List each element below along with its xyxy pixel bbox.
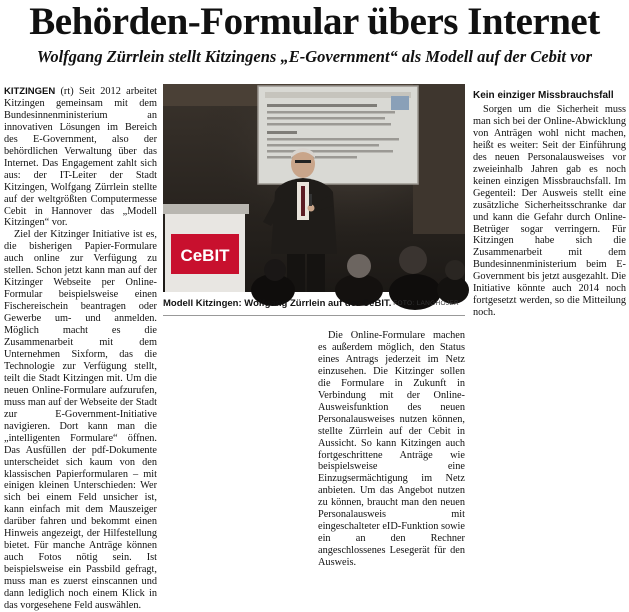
photo-credit: FOTO: LANGHOJER	[393, 300, 459, 307]
article-photo	[163, 84, 465, 292]
caption-text: Modell Kitzingen: Wolfgang Zürrlein auf der CeBIT.	[163, 298, 392, 309]
dateline: KITZINGEN	[4, 86, 56, 97]
paragraph-2: Ziel der Kitzinger Initiative ist es, die bisherigen Papier-Formulare auch online zur Verfügung zu stellen. Schon jetzt kann man auf der Kitzinger Webseite per Online-Formular beispielsweise einen Fischereischein beantragen oder Gewerbe um- und anmelden. Möglich macht es die Zusammenarbeit mit dem Unternehmen Sixform, das die Technologie zur Verfügung stellt, teilt die Stadt Kitzingen mit. Um die neuen Online-Formulare aufzurufen, muss man auf der Webseite der Stadt zur E-Government-Initiative navigieren. Dort kann man die „intelligenten Formulare“ öffnen. Das Ausfüllen der pdf-Dokumente unterscheidet sich kaum von den klassischen Papierformularen – mit einigen kleinen Unterschieden: Wer sich bei einem Feld unsicher ist, kann einfach mit dem Mauszeiger darüber fahren und bekommt einen Hinweis angezeigt, der Hilfestellung bietet. Für manche Anträge können auch Fotos nötig sein. Ist beispielsweise ein Passbild gefragt, muss man es zuerst einscannen und dann lediglich noch einem Klick in das vorgesehene Feld auswählen.	[4, 229, 157, 611]
headline: Behörden-Formular übers Internet	[29, 0, 600, 43]
booth-logo-text: CeBIT	[180, 246, 230, 265]
article-column-3	[318, 330, 465, 569]
lead-paragraph	[4, 86, 157, 229]
projection-screen	[258, 86, 418, 184]
photo-illustration	[163, 84, 465, 292]
paragraph-1: Seit 2012 arbeitet Kitzingen gemeinsam mit dem Bundesinnenministerium an innovativen Lösungen im Bereich des E-Government, also der behördlichen Verwaltung über das Internet. Das Engagement zahlt sich aus: der IT-Leiter der Stadt Kitzingen, Wolfgang Zürrlein stellte auf der weltgrößten Computermesse Cebit in Hannover das „Modell Kitzingen“ vor.	[4, 86, 158, 229]
paragraph-3: Die Online-Formulare machen es außerdem möglich, den Status eines Antrags jederzeit im Netz einzusehen. Die Kitzinger sollen die Formulare in Zukunft in Verbindung mit der Online-Ausweisfunktion des neuen Personalausweises nutzen können, stellte Zürrlein auf der Cebit in Aussicht. So kann Kitzingen auch fortgeschrittene Anträge wie beispielsweise eine Einzugsermächtigung im Netz anbieten. Um das Angebot nutzen zu können, braucht man den neuen Personalausweis mit eingeschalteter eID-Funktion sowie ein an den Rechner angeschlossenes Lesegerät für den Ausweis.	[318, 330, 465, 569]
subhead: Kein einziger Missbrauchsfall	[473, 90, 614, 101]
byline: (rt)	[60, 86, 74, 97]
article-column-4	[473, 86, 626, 422]
subheadline: Wolfgang Zürrlein stellt Kitzingens „E-Government“ als Modell auf der Cebit vor	[36, 47, 593, 66]
closing-paragraph: Sorgen um die Sicherheit muss man sich bei der Online-Abwicklung von Anträgen wohl nicht machen, heißt es weiter: Seit der Einführung des neuen Personalausweises vor zweieinhalb Jahren gab es noch keinen einzigen Missbrauchsfall. Im Gegenteil: Der Ausweis stellt eine zusätzliche Sicherheitsschranke dar und kann die Gefahr durch Online-Betrüger sogar verringern. Für Kitzingen habe sich die Zusammenarbeit mit dem Bundesinnenministerium beim E-Government bis jetzt ausgezahlt. Die Initiative könnte auch 2014 noch fortgesetzt werden, so die Mitteilung noch.	[473, 104, 626, 319]
article-column-1	[4, 86, 158, 611]
cebit-booth	[163, 204, 249, 292]
photo-caption	[163, 293, 465, 316]
article-column-2	[163, 330, 310, 422]
